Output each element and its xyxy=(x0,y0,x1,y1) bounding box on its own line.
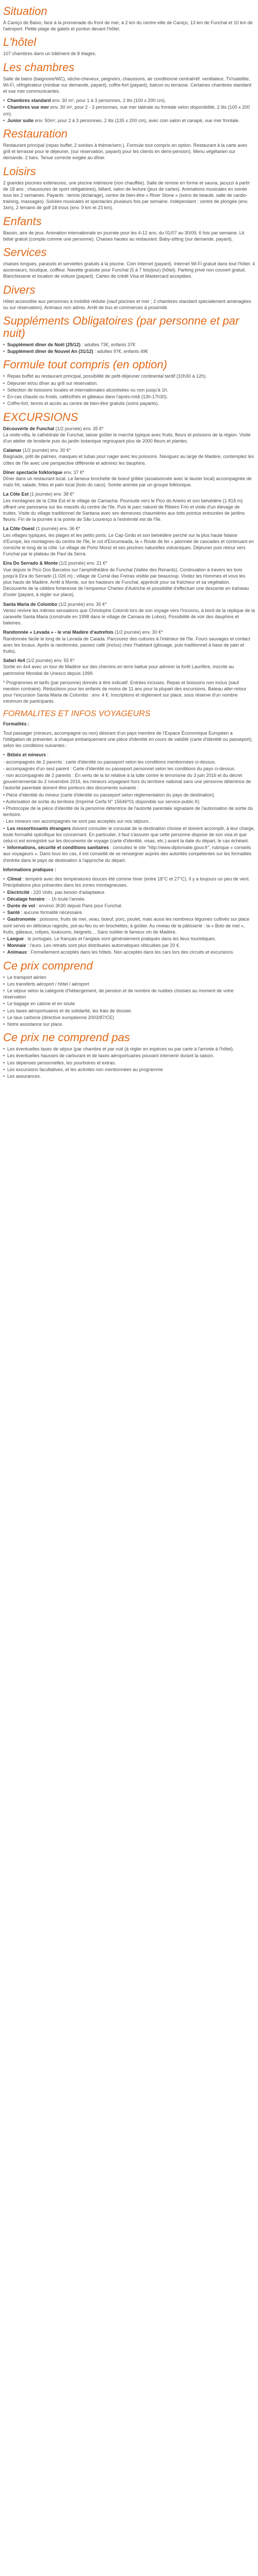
prix-ne-comprend-list xyxy=(3,1046,255,1079)
bullet-icon: • xyxy=(3,1021,5,1027)
item-text: env. 50m², pour 2 à 3 personnes, 2 lits (135 x 200 cm), avec coin salon et canapé, vue mer frontale. xyxy=(34,117,240,123)
item-text: : tempéré avec des températures douces été comme hiver (entre 18°C et 27°C). Il y a toujours un peu de vent. Précipitations plus présentes dans les zones montagneuses. xyxy=(3,876,250,888)
item-text: doivent consulter le consulat de la destination choisie et doivent accomplir, à leur charge, toute formalité spécifique les concernant. En particulier, il faut s'assurer que cette personne dispose de son visa et que celui-ci est enregistré sur les documents de voyage (carte d'identité, visas, etc.) avant la date du départ, le cas échéant. xyxy=(3,825,255,844)
section-title-loisirs: Loisirs xyxy=(3,164,36,178)
excursion-text: Vue depuis le Pico Dos Barcelos sur l'amphithéâtre de Funchal (Vallée des Renards). Continuation à travers les bois jusqu'à Eira do Serrado (1 026 m) ; village de Curral das Freiras visible par beaucoup. Visitez les Hommes et vous les plus hauts de Madère. Arrêt à Monte, sur les hauteurs de Funchal, apprécié pour sa fraîcheur et sa végétation. Découverte de la célèbre forteresse de l'empereur Charles d'Autriche et possibilité d'effectuer une descente en traîneau d'osier (payant, à régler sur place). xyxy=(3,567,249,598)
item-lead: Chambres vue mer xyxy=(7,105,50,110)
section-title-formalites: FORMALITES ET INFOS VOYAGEURS xyxy=(3,709,151,718)
divers-text: Hôtel accessible aux personnes à mobilité réduite (sauf piscines et mer ; 2 chambres standard spécialement aménagées ou sur réservation). Animaux non admis. Arrêt de bus et commerces à proximité. xyxy=(3,298,251,310)
item-lead: Junior suite xyxy=(7,117,34,123)
section-loisirs xyxy=(3,165,255,211)
bullet-icon: • xyxy=(3,845,5,851)
section-supplements xyxy=(3,315,255,354)
section-title-restauration: Restauration xyxy=(3,127,68,141)
excursion-item xyxy=(3,526,255,557)
item-text: : - 1h toute l'année. xyxy=(44,896,86,902)
bullet-icon: • xyxy=(3,98,5,104)
bullet-icon: • xyxy=(3,1053,5,1059)
excursion-text: Sortie en 4x4 avec un tour de Madère sur des chemins en terre battue pour admirer la forêt Laurifère, inscrite au patrimoine Mondial de Unesco depuis 1999. xyxy=(3,664,234,676)
item-text: : poissons, fruits de mer, veau, boeuf, porc, poulet, mais aussi les nombreux légumes cultivés sur place sont servis en délicieux ragoûts, pot-au-feu ou en brochettes, à goûter. Au niveau de la pâtisserie : la « Bolo de mel », fruits, gâteaux, crêpes, loukoums, beignets… Sans oublier le fameux vin de Madère. xyxy=(3,917,250,935)
excursion-item xyxy=(3,491,255,522)
list-item xyxy=(3,97,255,104)
restauration-text: Restaurant principal (repas buffet, 2 soirées à thème/sem.). Formule tout compris en option. Restaurant à la carte avec grill et terrasse pour le déjeuner, (sur réservation, payant) pour les clients en demi-pension). Menu végétarien sur demande. 2 bars. Tenue correcte exigée au dîner. xyxy=(3,143,248,161)
list-item xyxy=(3,1021,255,1027)
list-item xyxy=(3,342,255,348)
formalites-intro: Tout passager (mineurs, accompagné ou non) désirant d'un pays membre de l'Espace Économique Européen a l'obligation de présenter, à chaque embarquement une pièce d'identité en cours de validité (carte d'identité ou passeport), selon les conditions suivantes : xyxy=(3,730,253,749)
item-lead: Durée de vol xyxy=(7,903,36,908)
bullet-icon: • xyxy=(3,988,5,993)
bullet-icon: • xyxy=(3,1008,5,1013)
list-item xyxy=(3,981,255,987)
excursion-title: Eira Do Serrado & Monte xyxy=(3,561,58,566)
item-text: : Formellement acceptés dans les hôtels. Non acceptés dans les cars lors des circuits et excursions. xyxy=(27,950,234,955)
section-hotel xyxy=(3,36,255,57)
bullet-icon: • xyxy=(3,825,5,831)
bullet-icon: • xyxy=(3,876,5,882)
item-text: : le portugais. Le français et l'anglais sont généralement pratiqués dans les lieux touristiques. xyxy=(24,936,216,941)
services-text: chaises longues, parasols et serviettes gratuits à la piscine. Coin Internet (payant). Internet Wi-Fi gratuit dans tout l'hôtel. 4 ascenseurs, boutique, coiffeur. Navette gratuite pour Funchal (5 à 7 fois/jour) (hôtel). Parking privé non couvert gratuit. Blanchisserie et location de voiture (payant). Cartes de crédit Visa et Mastercard acceptées. xyxy=(3,261,255,279)
list-item xyxy=(3,394,255,400)
section-title-formule: Formule tout compris (en option) xyxy=(3,358,167,371)
list-item xyxy=(3,799,255,805)
bullet-icon: • xyxy=(3,401,5,406)
item-text: Le taux carbone (directive européenne 2003/87/CE) xyxy=(7,1014,115,1020)
item-text: Les taxes aéroportuaires et de solidarité, les frais de dossier. xyxy=(7,1008,133,1013)
list-item xyxy=(3,1046,255,1052)
list-item xyxy=(3,1060,255,1066)
item-lead: Informations, sécurité et conditions sanitaires xyxy=(7,845,109,851)
list-item xyxy=(3,949,255,955)
item-text: : adultes 97€, enfants 49€ xyxy=(93,349,148,354)
bullet-icon: • xyxy=(3,387,5,393)
list-item xyxy=(3,974,255,980)
item-text: : l'euro. Les retraits sont plus distribuées automatiques réticulées par 20 €. xyxy=(26,943,181,948)
excursion-meta: (1/2 journée) env. 55 €* xyxy=(25,658,75,664)
bullet-icon: • xyxy=(3,1073,5,1079)
bullet-icon: • xyxy=(3,903,5,908)
excursion-text: Randonnée facile le long de la Levada de Caiada. Parcourez des cultures à l'intérieur de l'île. Fours sauvages et contact avec les locaux. Après la randonnée, passez café (inclus) chez l'habitant (glissage, puis traditionnel à base de pain et fruits). xyxy=(3,636,250,654)
bullet-icon: • xyxy=(3,394,5,400)
bullet-icon: • xyxy=(3,981,5,987)
bullet-icon: • xyxy=(3,117,5,123)
excursion-title: Safari 4x4 xyxy=(3,658,25,664)
section-title-prix-ne-comprend: Ce prix ne comprend pas xyxy=(3,1031,130,1044)
item-text: : adultes 73€, enfants 37€ xyxy=(80,342,136,348)
section-enfants xyxy=(3,215,255,242)
list-item xyxy=(3,380,255,386)
item-text: Coffre-fort, tennis et accès au centre de bien-être gratuits (soins payants). xyxy=(7,401,159,406)
list-item xyxy=(3,1008,255,1014)
list-item xyxy=(3,792,255,798)
item-lead: Les ressortissants étrangers xyxy=(7,825,71,831)
list-item xyxy=(3,1053,255,1059)
bullet-icon: • xyxy=(3,1060,5,1065)
item-text: • Autorisation de sortie du territoire (Imprimé Cerfa N° 15646*01 disponible sur service-public.fr) xyxy=(3,799,200,804)
infos-subtitle: Informations pratiques : xyxy=(3,867,57,872)
bullet-icon: • xyxy=(3,917,5,922)
section-prix-comprend xyxy=(3,960,255,1028)
infos-list xyxy=(3,876,255,955)
list-item xyxy=(3,942,255,948)
list-item xyxy=(3,916,255,935)
excursion-meta: env. 37 €* xyxy=(62,469,85,475)
list-item xyxy=(3,1073,255,1079)
supplements-list xyxy=(3,342,255,354)
list-item xyxy=(3,805,255,818)
item-text: Repas buffet au restaurant principal, possibilité de petit-déjeuner continental tardif (10h30 à 12h). xyxy=(7,374,207,379)
excursion-title: Santa Maria de Colombo xyxy=(3,601,58,607)
excursion-title: Dîner spectacle folklorique xyxy=(3,469,63,475)
item-text: - accompagnés de 2 parents : carte d'identité ou passeport selon les conditions mentionnées ci-dessus. xyxy=(3,759,216,765)
bullet-icon: • xyxy=(3,1001,5,1007)
list-item xyxy=(3,896,255,902)
excursion-title: Randonnée « Levada » - le vrai Madère d'autrefois xyxy=(3,630,114,635)
list-item xyxy=(3,104,255,116)
item-text: : consultez le site "http://www.diplomatie.gouv.fr", rubrique « conseils aux voyageurs ». Dans tous les cas, il est conseillé de se renseigner auprès des autorités compétentes sur les formalités d'entrée dans le pays de destination à l'approche du départ. xyxy=(3,845,252,863)
bullet-icon: • xyxy=(3,974,5,980)
list-item xyxy=(3,889,255,895)
bullet-icon: • xyxy=(3,889,5,895)
excursions-footnote: * Programmes et tarifs (par personne) donnés à titre indicatif. Entrées incluses. Repas et boissons non inclus (sauf mention contraire). Réductions pour les enfants de moins de 11 ans pour la plupart des excursions. Bateau aller-retour pour l'excursion Santa Maria de Colombo : env. 4 €. Inscriptions et règlement sur place, sous réserve d'un nombre minimum de participants. xyxy=(3,680,247,704)
bullet-icon: • xyxy=(3,936,5,941)
item-text: env. 30 m², pour 2 - 3 personnes, vue mer latérale ou frontale selon disponibilité, 2 lits (100 x 200 cm). xyxy=(3,105,250,116)
section-prix-ne-comprend xyxy=(3,1031,255,1079)
bullet-icon: • xyxy=(3,349,5,354)
item-text: Le transport aérien xyxy=(7,974,46,980)
excursion-title: La Côte Ouest xyxy=(3,526,35,532)
item-text: : aucune formalité nécessaire. xyxy=(20,910,84,916)
item-text: Les assurances. xyxy=(7,1073,41,1079)
excursion-item xyxy=(3,560,255,598)
section-title-excursions: EXCURSIONS xyxy=(3,410,78,423)
excursion-item xyxy=(3,601,255,626)
list-item xyxy=(3,117,255,124)
chambres-text: Salle de bains (baignoire/WC), sèche-cheveux, peignoirs, chaussons, air conditionné central/réf. ventilateur, TV/satellite, Wi-Fi, réfrigérateur (minibar sur demande, payant), coffre-fort (payant), balcon ou terrasse. Certaines chambres standard et vue mer communicantes. xyxy=(3,76,252,94)
section-title-chambres: Les chambres xyxy=(3,60,75,74)
excursion-title: Découverte de Funchal xyxy=(3,426,55,431)
bullet-icon: • xyxy=(3,910,5,916)
section-services xyxy=(3,246,255,280)
item-text: Le séjour selon la catégorie d'hébergement, de pension et de nombre de nuitées choisies au moment de votre réservation xyxy=(3,988,234,1000)
item-text: : environ 3h30 depuis Paris pour Funchal. xyxy=(35,903,123,908)
excursion-item xyxy=(3,657,255,676)
section-divers xyxy=(3,284,255,311)
item-lead: Bébés et mineurs xyxy=(7,752,46,758)
section-formalites xyxy=(3,709,255,956)
list-item xyxy=(3,876,255,888)
excursion-item xyxy=(3,629,255,654)
list-item xyxy=(3,1014,255,1021)
item-lead: Gastronomie xyxy=(7,917,36,922)
section-title-enfants: Enfants xyxy=(3,214,42,228)
list-item xyxy=(3,903,255,909)
bullet-icon: • xyxy=(3,752,5,758)
item-text: Les dépenses personnelles, les pourboires et extras. xyxy=(7,1060,116,1065)
list-item xyxy=(3,1066,255,1073)
situation-text: À Caniço de Baixo, face à la promenade du front de mer, à 2 km du centre-ville de Caniço, 13 km de Funchal et 10 km de l'aéroport. Petite plage de galets et ponton devant l'hôtel. xyxy=(3,20,253,32)
item-lead: Monnaie xyxy=(7,943,26,948)
item-lead: Santé xyxy=(7,910,20,916)
item-text: : 220 Volts, pas besoin d'adaptateur. xyxy=(29,889,106,895)
section-formule xyxy=(3,359,255,406)
bullet-icon: • xyxy=(3,1046,5,1052)
item-text: Le bagage en cabine et en soute xyxy=(7,1001,75,1007)
list-item xyxy=(3,1001,255,1007)
item-text: Sélection de boissons locales et internationales alcoolisées ou non jusqu'à 1h. xyxy=(7,387,168,393)
item-text: Notre assistance sur place. xyxy=(7,1021,63,1027)
item-lead: Supplément dîner de Noël (25/12) xyxy=(7,342,81,348)
excursion-meta: (1 journée) env. 36 €* xyxy=(35,526,80,532)
item-text: : xyxy=(46,752,49,758)
item-lead: Supplément dîner de Nouvel An (31/12) xyxy=(7,349,93,354)
list-item xyxy=(3,348,255,354)
section-excursions xyxy=(3,411,255,705)
section-title-hotel: L'hôtel xyxy=(3,36,37,49)
excursion-text: Venez revivre les mêmes sensations que Christophe Colomb lors de son voyage vers l'Inconnu, à bord de la réplique de la caravelle Santa Maria (construite en 1998 dans le village de Camara de Lobos). Possibilité de voir des dauphins et baleines. xyxy=(3,607,255,626)
excursion-text: Dîner dans un restaurant local. Le fameux brochette de boeuf grillée (assaisonnée avec le laurier local) accompagnée de maïs frit, salade, frites et pain local (bolo do caco). Soirée animée par un groupe folklorique. xyxy=(3,476,252,488)
item-text: - accompagnés d'un seul parent : Carte d'identité ou passeport personnel selon les conditions du pays ci-dessus. xyxy=(3,766,236,771)
excursion-text: La visite-villa, le cathédrale de Funchal, laisse goûter le marché typique avec fruits, fleurs et poissons de la région. Visite d'un atelier de broderie puis du jardin botanique regroupant plus de 2000 fleurs et plantes. xyxy=(3,432,251,444)
bullet-icon: • xyxy=(3,896,5,902)
bullet-icon: • xyxy=(3,1014,5,1020)
bullet-icon: • xyxy=(3,380,5,386)
bullet-icon: • xyxy=(3,943,5,948)
list-item xyxy=(3,772,255,791)
item-lead: Langue xyxy=(7,936,24,941)
excursion-meta: (1/2 journée) env. 30 €* xyxy=(21,448,71,453)
excursion-meta: (1/2 journée) env. 30 €* xyxy=(113,630,163,635)
list-item xyxy=(3,759,255,765)
list-item xyxy=(3,766,255,772)
section-title-situation: Situation xyxy=(3,5,47,18)
bullet-icon: • xyxy=(3,1066,5,1072)
list-item xyxy=(3,936,255,942)
item-lead: Climat xyxy=(7,876,22,882)
excursion-item xyxy=(3,426,255,445)
list-item xyxy=(3,988,255,1000)
excursion-item xyxy=(3,469,255,488)
excursion-text: Les villages typiques, les plages et les petits ports. Le Cap Girão et son belvédère perché sur la plus haute falaise d'Europe, les montagnes du centre de l'île, le col d'Encumeada, la « Route de fer » jalonnée de cascades et continuant en corniche le long de la côte. Le village de Porto Moniz et ses piscines naturelles volcaniques. Déjeuner puis retour vers Funchal par le plateau de Paul da Serra. xyxy=(3,532,254,557)
bullet-icon: • xyxy=(3,105,5,110)
excursion-text: Les montagnes de la Côte Est et le village de Camacha. Poursuite vers le Pico do Arieiro et son belvédère (1 818 m) offrant une panorama sur les massifs du centre de l'île. Puis le parc naturel de Ribeiro Frio et visite d'un élevage de truites. Visite du village traditionnel de Santana avec ses demeures chaumières aux toits pointus entourées de jardins fleuris. Fin de la journée à la pointe de São Lourenço à l'extrémité est de l'île. xyxy=(3,498,245,522)
excursion-meta: (1/2 journée) env. 21 €* xyxy=(58,561,107,566)
excursion-text: Baignade, prêt de palmes, masques et tubas pour nager avec les poissons. Naviguez au large de Madère, contemplez les côtes de l'île avec une perspective différente et admirez les dauphins. xyxy=(3,454,254,466)
list-item xyxy=(3,400,255,406)
page-content xyxy=(0,0,258,1079)
excursion-item xyxy=(3,447,255,466)
section-title-supplements: Suppléments Obligatoires (par personne et par nuit) xyxy=(3,314,239,340)
bullet-icon: • xyxy=(3,950,5,955)
item-text: Les excursions facultatives, et les activités non mentionnées au programme xyxy=(7,1066,163,1072)
chambres-list xyxy=(3,97,255,124)
item-lead: Chambres standard xyxy=(7,98,51,104)
formalites-list xyxy=(3,752,255,863)
item-text: env. 30 m², pour 1 à 3 personnes, 2 lits (100 x 200 cm). xyxy=(51,98,166,104)
excursion-meta: (1/2 journée) env. 35 €* xyxy=(57,601,107,607)
bullet-icon: • xyxy=(3,342,5,348)
item-lead: Electricité xyxy=(7,889,30,895)
section-situation xyxy=(3,5,255,32)
item-text: Les éventuelles hausses de carburant et de taxes aéroportuaires pouvant intervenir durant la saison. xyxy=(7,1053,215,1059)
item-text: • Pièce d'identité du mineur (carte d'identité ou passeport selon réglementation du pays de destination) xyxy=(3,792,214,798)
item-text: Les éventuelles taxes de séjour (par chambre et par nuit (à régler en espèces ou par carte à l'arrivée à l'hôtel). xyxy=(7,1046,234,1052)
excursion-meta: (1 journée) env. 38 €* xyxy=(28,492,74,497)
excursion-title: Calamar xyxy=(3,448,22,453)
section-chambres xyxy=(3,61,255,124)
section-title-services: Services xyxy=(3,246,47,259)
enfants-text: Bassin, aire de jeux. Animation internationale en journée pour les 4-12 ans, du 01/07 au 30/09, 6 fois par semaine. Lit bébé gratuit (compte comme une personne). Chaises hautes au restaurant. Baby-sitting (sur demande, payant). xyxy=(3,230,245,242)
hotel-text: 107 chambres dans un bâtiment de 8 étages. xyxy=(3,51,96,57)
list-item xyxy=(3,373,255,379)
item-text: En-cas chauds ou froids, cafés/thés et gâteaux dans l'après-midi (13h-17h30). xyxy=(7,394,168,400)
excursion-meta: (1/2 journée) env. 35 €* xyxy=(54,426,104,431)
section-title-prix-comprend: Ce prix comprend xyxy=(3,959,93,972)
list-item xyxy=(3,387,255,393)
item-text: Les transferts aéroport / hôtel / aéroport xyxy=(7,981,89,987)
item-lead: Animaux xyxy=(7,950,27,955)
formule-list xyxy=(3,373,255,406)
prix-comprend-list xyxy=(3,974,255,1028)
loisirs-text: 2 grandes piscines extérieures, une piscine intérieure (non chauffée). Salle de remise en forme et sauna, jacuzzi à partir de 18 ans ; chaussures de sport obligatoires), billard, salon de lecture (jeux de cartes). Animations musicales en soirée tous les 2 semaines. Payants : tennis (éclairage), centre de bien-être « River Stone » (soins de beauté, salle de cardio-training, massages). Soirées musicales et spectacles plusieurs fois par semaine. Indépendant : centre de plongée (env. 1km), 2 terrains de golf 18 trous (env. 9 km et 23 km). xyxy=(3,180,250,211)
list-item xyxy=(3,909,255,916)
item-text: • Photocopie de la pièce d'identité de la personne détentrice de l'autorité parentale signataire de l'autorisation de sortie du territoire. xyxy=(3,806,253,818)
item-text: - non accompagnés de 2 parents : En vertu de la loi relative à la lutte contre le terrorisme du 3 juin 2016 et du décret gouvernemental du 2 novembre 2016, les mineurs voyageant hors du territoire national sans une personne détentrice de l'autorité parentale doivent être porteurs des documents suivants : xyxy=(3,773,251,791)
list-item xyxy=(3,844,255,863)
item-lead: Décalage horaire xyxy=(7,896,45,902)
list-item xyxy=(3,825,255,844)
list-item xyxy=(3,818,255,824)
list-item xyxy=(3,752,255,758)
excursion-title: La Côte Est xyxy=(3,492,29,497)
bullet-icon: • xyxy=(3,374,5,379)
section-title-divers: Divers xyxy=(3,283,36,296)
item-text: Déjeuner et/ou dîner au grill sur réservation. xyxy=(7,380,98,386)
formalites-subtitle: Formalités : xyxy=(3,721,30,726)
item-text: - Les mineurs non accompagnés ne sont pas acceptés sur nos séjours. xyxy=(3,819,150,824)
section-restauration xyxy=(3,128,255,161)
